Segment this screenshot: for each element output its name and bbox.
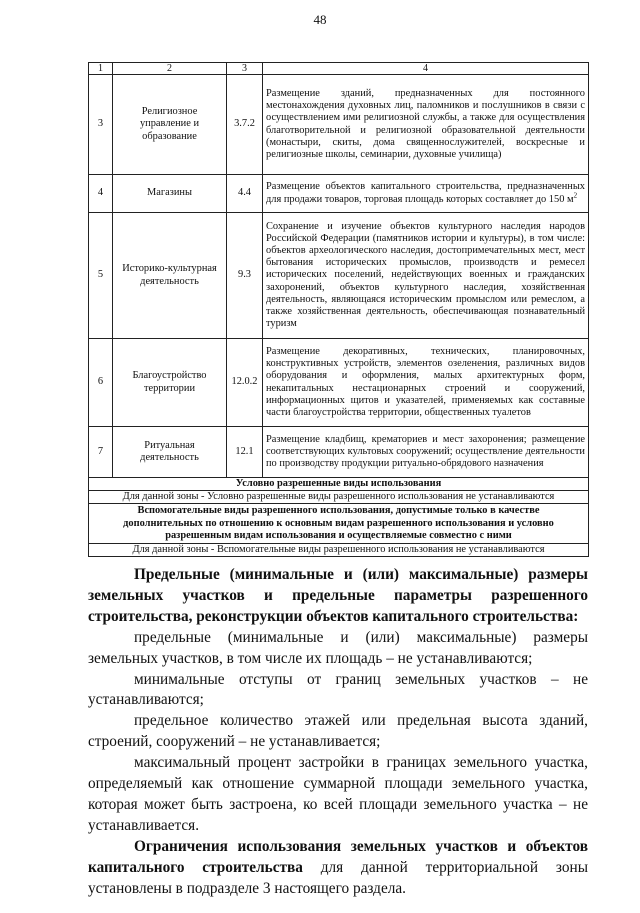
- permitted-use-table: [88, 62, 589, 557]
- section-row: [89, 504, 589, 544]
- header-cell: 1: [89, 63, 113, 75]
- parameter-coverage: максимальный процент застройки в границах земельного участка, определяемый как отношение суммарной площади земельного участка, которая может быть застроена, ко всей площади земельного участка – не устанавливается.: [88, 754, 588, 834]
- row-number: 5: [89, 213, 113, 339]
- row-number: 6: [89, 339, 113, 427]
- page-number: 48: [313, 12, 327, 27]
- row-number: 7: [89, 427, 113, 478]
- area-unit-superscript: 2: [573, 191, 578, 200]
- auxiliary-uses-title: Вспомогательные виды разрешенного использования, допустимые только в качестве дополнительных по отношению к основным видам разрешенного использования и условно разрешенным видам использования и осуществляемые совместно с ними: [89, 504, 589, 544]
- use-description: Размещение декоративных, технических, планировочных, конструктивных устройств, элементов озеленения, различных видов оборудования и оформления, малых архитектурных форм, некапитальных нестационарных строений и сооружений, информационных щитов и указателей, применяемых как составные части благоустройства территории, общественных туалетов: [263, 339, 589, 427]
- use-code: 3.7.2: [227, 75, 263, 175]
- use-code: 12.0.2: [227, 339, 263, 427]
- use-name: Благоустройство территории: [113, 339, 227, 427]
- parameter-floors: предельное количество этажей или предельная высота зданий, строений, сооружений – не устанавливается;: [88, 712, 588, 751]
- use-name: Магазины: [113, 175, 227, 213]
- restrictions-paragraph: [88, 837, 588, 900]
- table-row: [89, 427, 589, 478]
- zone-parameters-text: [88, 565, 588, 900]
- header-cell: 4: [263, 63, 589, 75]
- row-number: 3: [89, 75, 113, 175]
- restrictions-rest: для данной территориальной зоны установлены в подразделе 3 настоящего раздела.: [88, 858, 588, 897]
- use-code: 4.4: [227, 175, 263, 213]
- auxiliary-uses-note: Для данной зоны - Вспомогательные виды разрешенного использования не устанавливаются: [89, 544, 589, 557]
- row-number: 4: [89, 175, 113, 213]
- section-row: [89, 491, 589, 504]
- table-row: [89, 339, 589, 427]
- parameter-plot-size: предельные (минимальные и (или) максимальные) размеры земельных участков, в том числе их площадь – не устанавливаются;: [88, 628, 588, 667]
- table-header-row: [89, 63, 589, 75]
- section-row: [89, 544, 589, 557]
- use-name: Историко-культурная деятельность: [113, 213, 227, 339]
- use-description: Размещение зданий, предназначенных для постоянного местонахождения духовных лиц, паломников и послушников в связи с осуществлением ими религиозной службы, а также для осуществления благотворительной и религиозной образовательной деятельности (монастыри, скиты, дома священнослужителей, воскресные и религиозные школы, семинарии, духовные училища): [263, 75, 589, 175]
- use-name: Ритуальная деятельность: [113, 427, 227, 478]
- use-code: 9.3: [227, 213, 263, 339]
- use-code: 12.1: [227, 427, 263, 478]
- use-description-text: Размещение объектов капитального строительства, предназначенных для продажи товаров, торговая площадь которых составляет до 150 м: [266, 181, 585, 205]
- restrictions-bold: Ограничения использования земельных участков и объектов капитального строительства: [88, 837, 588, 876]
- section-row: [89, 478, 589, 491]
- conditional-uses-title: Условно разрешенные виды использования: [89, 478, 589, 491]
- use-description: Сохранение и изучение объектов культурного наследия народов Российской Федерации (памятников истории и культуры), в том числе: объектов археологического наследия, достопримечательных мест, мест бытования исторических промыслов, производств и ремесел исторических поселений, недействующих военных и гражданских захоронений, объектов культурного наследия, хозяйственная деятельность, являющаяся историческим промыслом или ремеслом, а также хозяйственная деятельность, обеспечивающая познавательный туризм: [263, 213, 589, 339]
- use-description: [263, 175, 589, 213]
- header-cell: 2: [113, 63, 227, 75]
- use-description: Размещение кладбищ, крематориев и мест захоронения; размещение соответствующих культовых сооружений; осуществление деятельности по производству продукции ритуально-обрядового назначения: [263, 427, 589, 478]
- table-row: [89, 213, 589, 339]
- conditional-uses-note: Для данной зоны - Условно разрешенные виды разрешенного использования не устанавливаются: [89, 491, 589, 504]
- header-cell: 3: [227, 63, 263, 75]
- table-row: [89, 175, 589, 213]
- table-row: [89, 75, 589, 175]
- use-name: Религиозное управление и образование: [113, 75, 227, 175]
- parameters-heading: Предельные (минимальные и (или) максимальные) размеры земельных участков и предельные параметры разрешенного строительства, реконструкции объектов капитального строительства:: [88, 566, 588, 625]
- parameter-setbacks: минимальные отступы от границ земельных участков – не устанавливаются;: [88, 670, 588, 709]
